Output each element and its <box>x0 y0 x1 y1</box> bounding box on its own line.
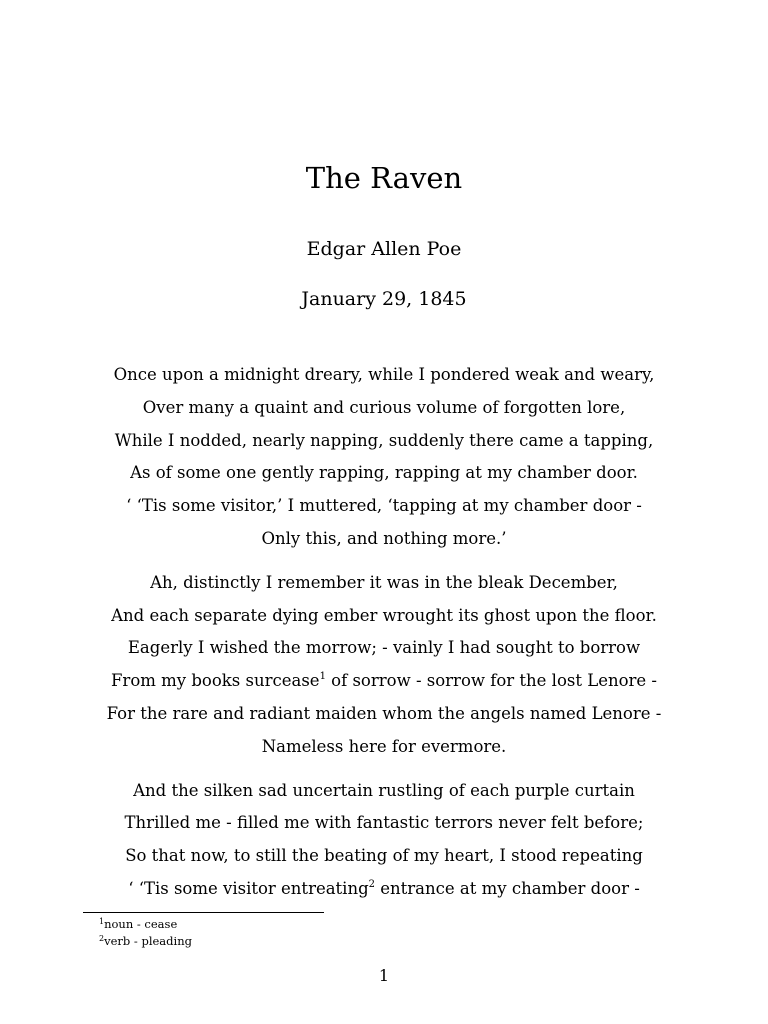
footnote-text: verb - pleading <box>104 934 192 948</box>
poem-line: Thrilled me - filled me with fantastic terrors never felt before; <box>124 813 644 833</box>
poem-line-with-footnote <box>0 873 768 906</box>
poem-author: Edgar Allen Poe <box>306 238 462 260</box>
poem-line: Eagerly I wished the morrow; - vainly I had sought to borrow <box>127 638 641 658</box>
poem-line: Once upon a midnight dreary, while I pondered weak and weary, <box>113 365 655 384</box>
page-number: 1 <box>378 966 390 985</box>
footnote-mark: 2 <box>99 934 105 943</box>
footnotes <box>99 916 192 950</box>
line-text: of sorrow - sorrow for the lost Lenore - <box>325 671 657 691</box>
poem-line: As of some one gently rapping, rapping at my chamber door. <box>130 463 638 483</box>
poem-line: And the silken sad uncertain rustling of each purple curtain <box>133 780 635 800</box>
poem-line: Ah, distinctly I remember it was in the bleak December, <box>150 572 618 592</box>
footnote-mark: 1 <box>99 917 105 926</box>
poem-line: ‘ ‘Tis some visitor,’ I muttered, ‘tapping at my chamber door - <box>126 496 642 516</box>
poem-line: Over many a quaint and curious volume of forgotten lore, <box>142 397 626 417</box>
footnote-text: noun - cease <box>104 917 178 931</box>
line-text: ‘ ‘Tis some visitor entreating <box>128 878 369 898</box>
stanza-3 <box>0 775 768 906</box>
stanza-2 <box>0 567 768 764</box>
line-text: entrance at my chamber door - <box>375 878 640 898</box>
footnote-divider <box>83 912 324 913</box>
line-text: From my books surcease <box>110 671 320 691</box>
poem-body <box>0 359 768 917</box>
poem-date: January 29, 1845 <box>301 288 467 310</box>
stanza-1 <box>0 359 768 556</box>
poem-line: While I nodded, nearly napping, suddenly there came a tapping, <box>114 430 654 450</box>
footnote-reference[interactable]: 1 <box>319 671 326 683</box>
poem-title: The Raven <box>305 161 463 195</box>
poem-line-with-footnote <box>0 665 768 698</box>
poem-line: And each separate dying ember wrought its ghost upon the floor. <box>111 605 657 625</box>
footnote-item <box>99 933 192 950</box>
poem-line: So that now, to still the beating of my heart, I stood repeating <box>125 846 643 866</box>
poem-line: Nameless here for evermore. <box>261 736 507 756</box>
poem-line: For the rare and radiant maiden whom the angels named Lenore - <box>106 703 662 723</box>
footnote-item <box>99 916 192 933</box>
footnote-reference[interactable]: 2 <box>368 878 376 890</box>
poem-line: Only this, and nothing more.’ <box>261 528 507 548</box>
